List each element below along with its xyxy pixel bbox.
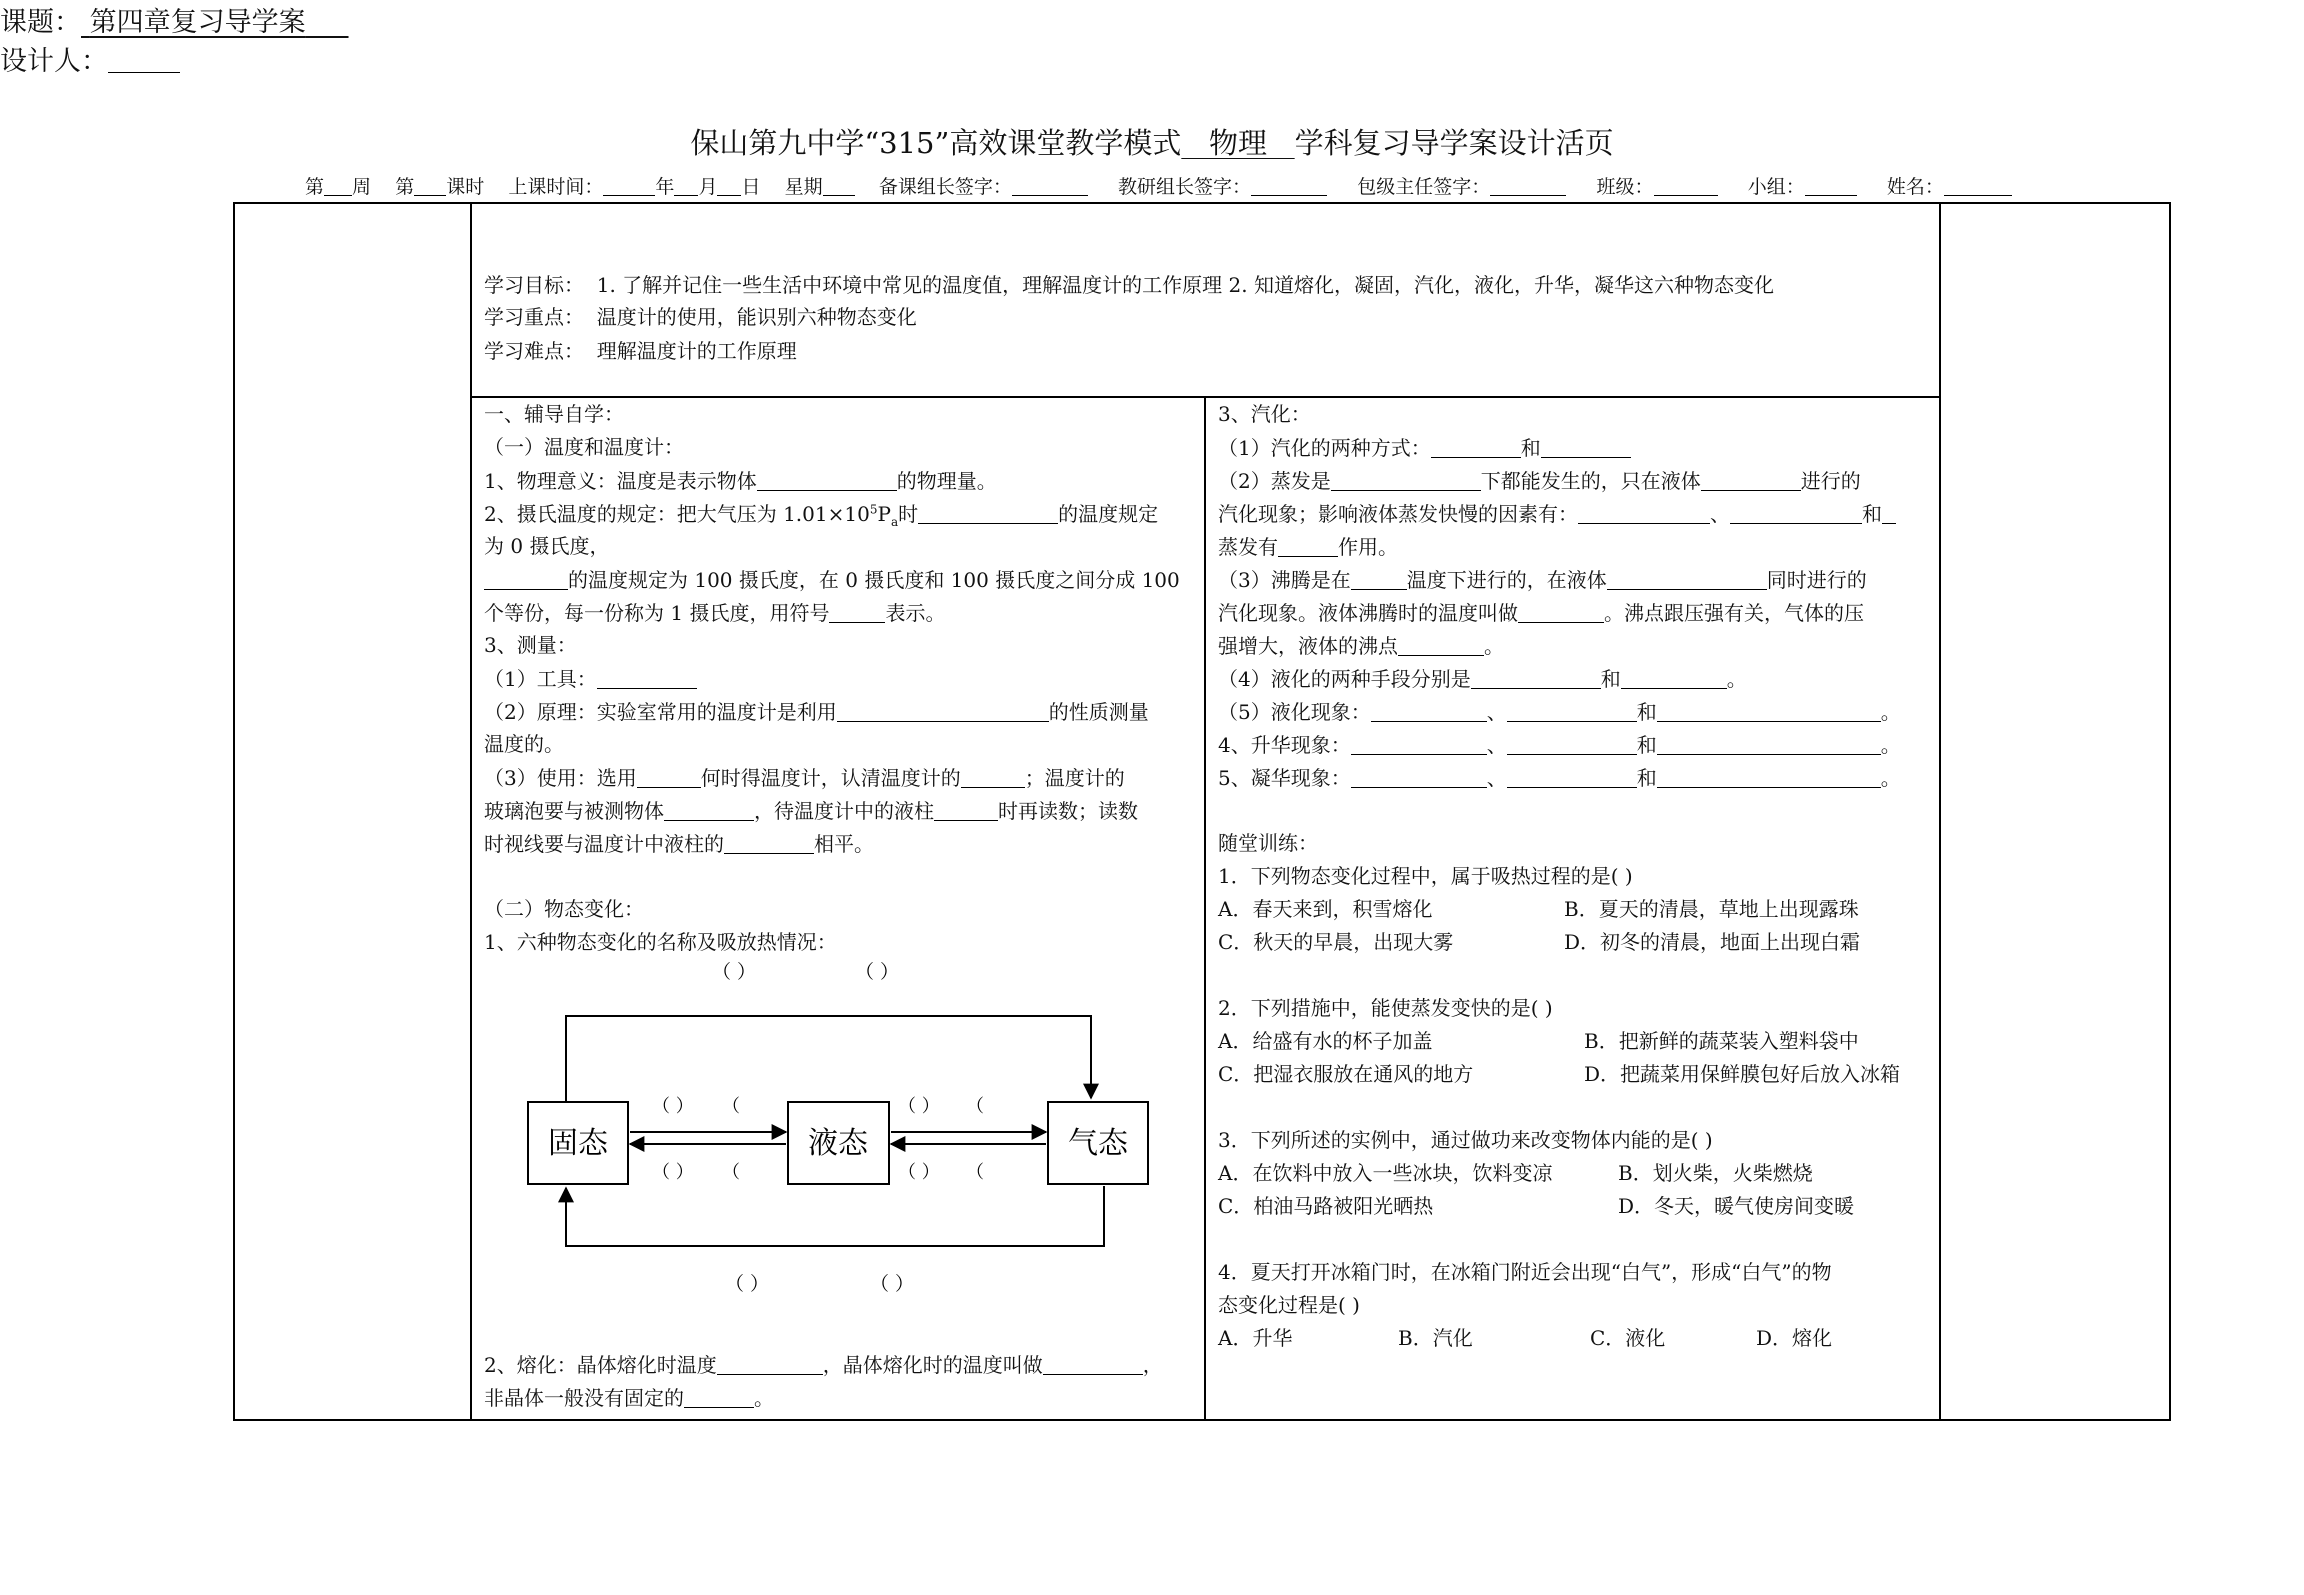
info-line: 第 周 第 课时 上课时间： 年 月 日 星期 备课组长签字： 教研组长签字： 包级主任签字： 班级： 小组： 姓名： [305, 172, 2012, 199]
objectives: 学习目标： 1. 了解并记住一些生活中环境中常见的温度值，理解温度计的工作原理 2. 知道熔化，凝固，汽化，液化，升华，凝华这六种物态变化 [484, 273, 1774, 297]
line-amorphous: 非晶体一般没有固定的 。 [484, 1386, 774, 1410]
question-2: 2．下列措施中，能使蒸发变快的是( ) [1218, 996, 1553, 1020]
table-col-divider-left [470, 202, 472, 1421]
question-4: 4．夏天打开冰箱门时，在冰箱门附近会出现“白气”，形成“白气”的物 [1218, 1260, 1832, 1284]
q3-option-a: A．在饮料中放入一些冰块，饮料变凉 [1218, 1161, 1553, 1185]
table-border-left [233, 202, 235, 1421]
page-title: 保山第九中学“315”高效课堂教学模式 物理 学科复习导学案设计活页 [690, 126, 1614, 160]
q2-option-c: C．把湿衣服放在通风的地方 [1218, 1062, 1474, 1086]
line-zero-degree: 为 0 摄氏度， [484, 534, 610, 558]
line-vap-methods: （1）汽化的两种方式： 和 [1218, 437, 1631, 458]
label-mid-4: （ [966, 1096, 984, 1117]
line-boiling: （3）沸腾是在 温度下进行的，在液体 同时进行的 [1218, 568, 1867, 592]
table-col-divider-middle [1204, 396, 1206, 1421]
arrow-deposition [566, 1186, 1104, 1246]
section-temperature: （一）温度和温度计： [484, 435, 684, 459]
label-top-2: （ ） [855, 961, 900, 983]
label-bottom-2: （ ） [870, 1273, 915, 1295]
q1-option-c: C．秋天的早晨，出现大雾 [1218, 930, 1454, 954]
label-mid-7: （ ） [898, 1162, 940, 1183]
q4-option-d: D．熔化 [1756, 1326, 1833, 1350]
arrow-sublimation [566, 1016, 1091, 1102]
line-symbol: 个等份，每一份称为 1 摄氏度，用符号 表示。 [484, 601, 946, 625]
question-3: 3．下列所述的实例中，通过做功来改变物体内能的是( ) [1218, 1128, 1713, 1152]
topic: 课题： 第四章复习导学案 [0, 7, 306, 38]
line-physical-meaning: 1、物理意义：温度是表示物体 的物理量。 [484, 469, 997, 493]
state-gas-label: 气态 [1068, 1126, 1128, 1161]
q1-option-b: B．夏天的清晨，草地上出现露珠 [1564, 897, 1859, 921]
table-border-top [233, 202, 2171, 204]
line-boiling-point: 汽化现象。液体沸腾时的温度叫做 。沸点跟压强有关，气体的压 [1218, 601, 1864, 625]
label-mid-2: （ [722, 1096, 740, 1117]
state-change-diagram [500, 960, 1200, 1320]
line-usage: （3）使用：选用 何时得温度计，认清温度计的 ；温度计的 [484, 766, 1125, 790]
line-pressure: 强增大，液体的沸点 。 [1218, 634, 1504, 658]
line-tool: （1）工具： [484, 668, 697, 689]
label-mid-8: （ [966, 1162, 984, 1183]
q2-option-d: D．把蔬菜用保鲜膜包好后放入冰箱 [1584, 1062, 1901, 1086]
line-liquefaction-phenomena: （5）液化现象： 、 和 。 [1218, 700, 1901, 724]
label-mid-1: （ ） [652, 1096, 694, 1117]
line-deposition: 5、凝华现象： 、 和 。 [1218, 766, 1901, 790]
q1-option-a: A．春天来到，积雪熔化 [1218, 897, 1433, 921]
label-top-1: （ ） [712, 961, 757, 983]
section-state-change: （二）物态变化： [484, 897, 644, 921]
line-evaporation: （2）蒸发是 下都能发生的，只在液体 进行的 [1218, 469, 1861, 493]
line-sublimation: 4、升华现象： 、 和 。 [1218, 733, 1901, 757]
section-practice: 随堂训练： [1218, 831, 1318, 855]
q3-option-d: D．冬天，暖气使房间变暖 [1618, 1194, 1855, 1218]
line-measure: 3、测量： [484, 633, 577, 657]
state-solid-label: 固态 [548, 1126, 608, 1161]
line-hundred-degree: 的温度规定为 100 摄氏度，在 0 摄氏度和 100 摄氏度之间分成 100 [484, 569, 1180, 590]
subject-field: 物理 [1208, 126, 1267, 160]
q4-option-a: A．升华 [1218, 1326, 1293, 1350]
state-liquid-label: 液态 [808, 1126, 868, 1161]
label-mid-3: （ ） [898, 1096, 940, 1117]
question-4-cont: 态变化过程是( ) [1218, 1293, 1360, 1317]
line-principle: （2）原理：实验室常用的温度计是利用 的性质测量 [484, 700, 1149, 724]
label-mid-6: （ [722, 1162, 740, 1183]
line-evap-factors: 汽化现象；影响液体蒸发快慢的因素有： 、 和 [1218, 503, 1896, 524]
line-six-changes: 1、六种物态变化的名称及吸放热情况： [484, 930, 837, 954]
line-celsius-definition: 2、摄氏温度的规定：把大气压为 $1.01\times 10^5P_a$时 的温度规定 [484, 502, 1159, 529]
section-self-study: 一、辅导自学： [484, 402, 624, 426]
q4-option-b: B．汽化 [1398, 1326, 1473, 1350]
table-border-bottom [233, 1419, 2171, 1421]
line-liquefaction-methods: （4）液化的两种手段分别是 和 。 [1218, 667, 1747, 691]
difficulty: 学习难点： 理解温度计的工作原理 [484, 339, 797, 363]
q4-option-c: C．液化 [1590, 1326, 1666, 1350]
label-mid-5: （ ） [652, 1162, 694, 1183]
line-usage-3: 时视线要与温度计中液柱的 相平。 [484, 832, 874, 856]
label-bottom-1: （ ） [725, 1273, 770, 1295]
q1-option-d: D．初冬的清晨，地面上出现白霜 [1564, 930, 1861, 954]
q3-option-b: B．划火柴，火柴燃烧 [1618, 1161, 1813, 1185]
designer: 设计人： [0, 39, 2304, 78]
q2-option-a: A．给盛有水的杯子加盖 [1218, 1029, 1433, 1053]
line-usage-2: 玻璃泡要与被测物体 ，待温度计中的液柱 时再读数；读数 [484, 799, 1138, 823]
table-col-divider-right [1939, 202, 1941, 1421]
line-evap-effect: 蒸发有 作用。 [1218, 535, 1398, 559]
question-1: 1．下列物态变化过程中，属于吸热过程的是( ) [1218, 864, 1633, 888]
section-vaporization: 3、汽化： [1218, 402, 1311, 426]
line-principle-cont: 温度的。 [484, 732, 564, 756]
key-points: 学习重点： 温度计的使用，能识别六种物态变化 [484, 305, 917, 329]
q3-option-c: C．柏油马路被阳光晒热 [1218, 1194, 1434, 1218]
q2-option-b: B．把新鲜的蔬菜装入塑料袋中 [1584, 1029, 1859, 1053]
table-border-right [2169, 202, 2171, 1421]
line-melting: 2、熔化：晶体熔化时温度 ，晶体熔化时的温度叫做 ， [484, 1353, 1163, 1377]
